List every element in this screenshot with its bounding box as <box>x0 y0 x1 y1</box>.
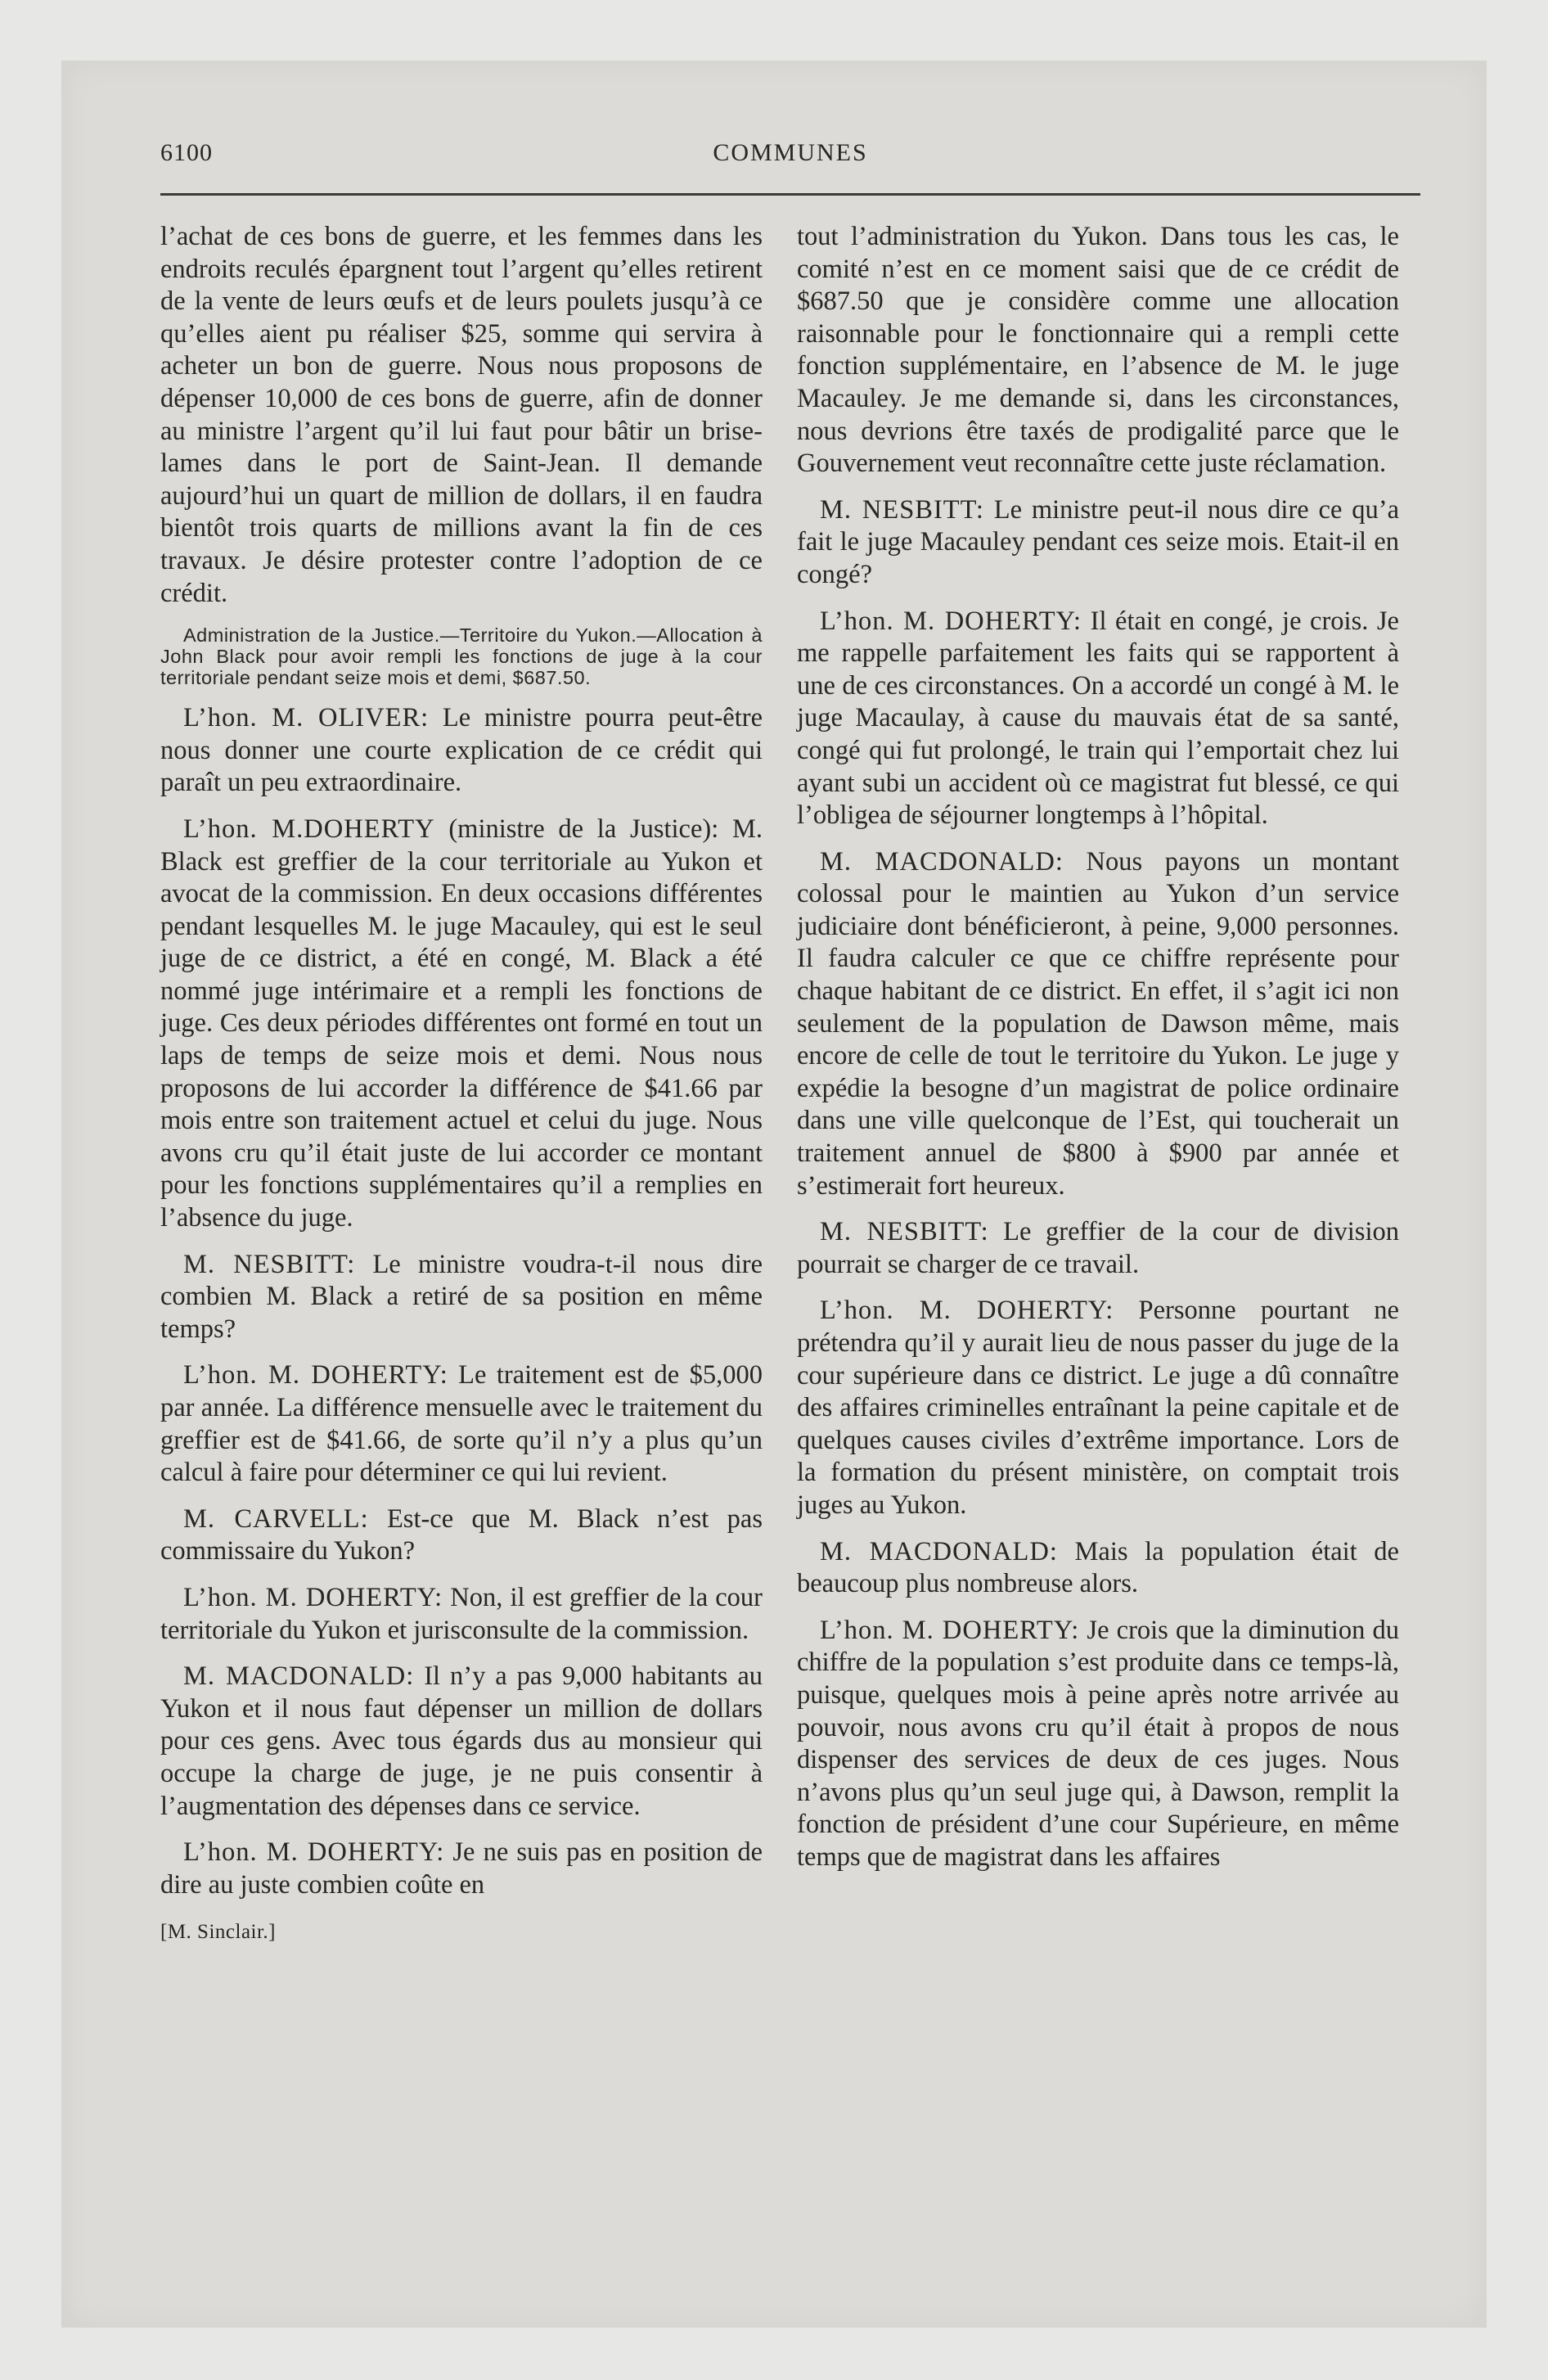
speech-text: Non, il est greffier de la cour territoriale du Yukon et jurisconsulte de la commission. <box>160 1582 763 1645</box>
section-heading: Administration de la Justice.—Territoire du Yukon.—Allocation à John Black pour avoir rempli les fonctions de juge à la cour territoriale pendant seize mois et demi, $687.50. <box>160 624 763 689</box>
speech-text: Je crois que la diminution du chiffre de la population s’est produite dans ce temps-là, puisque, quelques mois à peine après notre arrivée au pouvoir, nous avons cru qu’il était à propos de nous dispenser des services de deux de ces juges. Nous n’avons plus qu’un seul juge qui, à Dawson, remplit la fonction de président d’une cour Supérieure, en même temps que de magistrat dans les affaires <box>797 1615 1399 1872</box>
paragraph <box>797 1295 1399 1521</box>
paragraph <box>160 1837 763 1901</box>
speech-text: Le ministre pourra peut-être nous donner une courte explication de ce crédit qui paraît un peu extraordinaire. <box>160 703 763 798</box>
speech-text: Personne pourtant ne prétendra qu’il y aurait lieu de nous passer du juge de la cour supérieure dans ce district. Le juge a dû connaître des affaires criminelles entraînant la peine capitale et de quelques causes civiles d’extrême importance. Lors de la formation du présent ministère, on comptait trois juges au Yukon. <box>797 1296 1399 1520</box>
speaker-name: L’hon. M. DOHERTY: <box>183 1360 448 1391</box>
paragraph <box>797 606 1399 832</box>
speech-text: Nous payons un montant colossal pour le maintien au Yukon d’un service judiciaire dont bénéficieront, à peine, 9,000 personnes. Il faudra calculer ce que ce chiffre représente pour chaque habitant de ce district. En effet, il s’agit ici non seulement de la population de Dawson même, mais encore de celle de tout le territoire du Yukon. Le juge y expédie la besogne d’un magistrat de police ordinaire dans une ville quelconque de l’Est, qui toucherait un traitement annuel de $800 à $900 par année et s’estimerait fort heureux. <box>797 846 1399 1201</box>
speaker-name: M. NESBITT: <box>183 1249 356 1279</box>
speaker-name: L’hon. M. DOHERTY: <box>183 1582 443 1612</box>
paragraph: tout l’administration du Yukon. Dans tous les cas, le comité n’est en ce moment saisi que de ce crédit de $687.50 que je considère comme une allocation raisonnable pour le fonctionnaire qui a rempli cette fonction supplémentaire, en l’absence de M. le juge Macauley. Je me demande si, dans les circonstances, nous devrions être taxés de prodigalité parce que le Gouvernement veut reconnaître cette juste réclamation. <box>797 222 1399 479</box>
paragraph <box>160 702 763 800</box>
speaker-name: M. NESBITT: <box>820 1217 989 1247</box>
paragraph <box>160 1503 763 1568</box>
paragraph <box>797 494 1399 592</box>
paragraph <box>160 1661 763 1823</box>
paragraph <box>160 1582 763 1647</box>
speaker-name: M. MACDONALD: <box>183 1661 415 1692</box>
speech-text: (ministre de la Justice): M. Black est greffier de la cour territoriale au Yukon et avocat de la commission. En deux occasions différentes pendant lesquelles M. le juge Macauley, qui est le seul juge de ce district, a été en congé, M. Black a été nommé juge intérimaire et a rempli les fonctions de juge. Ces deux périodes différentes ont formé en tout un laps de temps de seize mois et demi. Nous nous proposons de lui accorder la différence de $41.66 par mois entre son traitement actuel et celui du juge. Nous avons cru qu’il était juste de lui accorder ce montant pour les fonctions supplémentaires qu’il a remplies en l’absence du juge. <box>160 814 763 1233</box>
speaker-name: M. MACDONALD: <box>820 846 1064 877</box>
speaker-name: L’hon. M. DOHERTY: <box>820 1615 1080 1645</box>
paragraph <box>160 1249 763 1346</box>
paragraph <box>160 1359 763 1489</box>
running-head: COMMUNES <box>713 139 868 166</box>
paragraph <box>797 1216 1399 1281</box>
paragraph <box>160 814 763 1235</box>
speech-text: Le ministre peut-il nous dire ce qu’a fait le juge Macauley pendant ces seize mois. Etait-il en congé? <box>797 494 1399 589</box>
page-number: 6100 <box>160 139 213 166</box>
speaker-name: M. NESBITT: <box>820 494 984 525</box>
paragraph <box>797 846 1399 1203</box>
paragraph <box>797 1615 1399 1874</box>
speech-text: Le ministre voudra-t-il nous dire combien M. Black a retiré de sa position en même temps? <box>160 1249 763 1344</box>
page <box>160 139 1420 2283</box>
paragraph <box>797 1536 1399 1601</box>
speech-text: Le traitement est de $5,000 par année. La différence mensuelle avec le traitement du greffier est de $41.66, de sorte qu’il n’y a plus qu’un calcul à faire pour déterminer ce qui lui revient. <box>160 1360 763 1488</box>
speaker-name: L’hon. M. DOHERTY: <box>820 606 1082 636</box>
speaker-name: L’hon. M. DOHERTY: <box>183 1837 445 1868</box>
right-column <box>797 221 1399 1874</box>
speech-text: Est-ce que M. Black n’est pas commissaire du Yukon? <box>160 1503 763 1566</box>
page-header <box>160 139 1420 180</box>
header-rule <box>160 193 1420 196</box>
speech-text: Le greffier de la cour de division pourrait se charger de ce travail. <box>797 1217 1399 1279</box>
footer-reference: [M. Sinclair.] <box>160 1921 277 1944</box>
speaker-name: L’hon. M.DOHERTY <box>183 814 435 844</box>
left-column <box>160 221 763 1949</box>
speech-text: Mais la population était de beaucoup plus nombreuse alors. <box>797 1536 1399 1599</box>
speech-text: Il était en congé, je crois. Je me rappelle parfaitement les faits qui se rapportent à une de ces circonstances. On a accordé un congé à M. le juge Macaulay, à cause du mauvais état de sa santé, congé qui fut prolongé, le train qui l’emportait chez lui ayant subi un accident où ce magistrat fut blessé, ce qui l’obligea de séjourner longtemps à l’hôpital. <box>797 606 1399 831</box>
speaker-name: L’hon. M. DOHERTY: <box>820 1296 1114 1326</box>
speech-text: Je ne suis pas en position de dire au juste combien coûte en <box>160 1837 763 1900</box>
speech-text: Il n’y a pas 9,000 habitants au Yukon et il nous faut dépenser un million de dollars pour ces gens. Avec tous égards dus au monsieur qui occupe la charge de juge, je ne puis consentir à l’augmentation des dépenses dans ce service. <box>160 1661 763 1821</box>
speaker-name: M. CARVELL: <box>183 1503 369 1534</box>
speaker-name: L’hon. M. OLIVER: <box>183 703 430 733</box>
paragraph: l’achat de ces bons de guerre, et les femmes dans les endroits reculés épargnent tout l’argent qu’elles retirent de la vente de leurs œufs et de leurs poulets jusqu’à ce qu’elles aient pu réaliser $25, somme qui servira à acheter un bon de guerre. Nous nous proposons de dépenser 10,000 de ces bons de guerre, afin de donner au ministre l’argent qu’il lui faut pour bâtir un brise-lames dans le port de Saint-Jean. Il demande aujourd’hui un quart de million de dollars, il en faudra bientôt trois quarts de millions avant la fin de ces travaux. Je désire protester contre l’adoption de ce crédit. <box>160 222 763 608</box>
speaker-name: M. MACDONALD: <box>820 1536 1058 1566</box>
